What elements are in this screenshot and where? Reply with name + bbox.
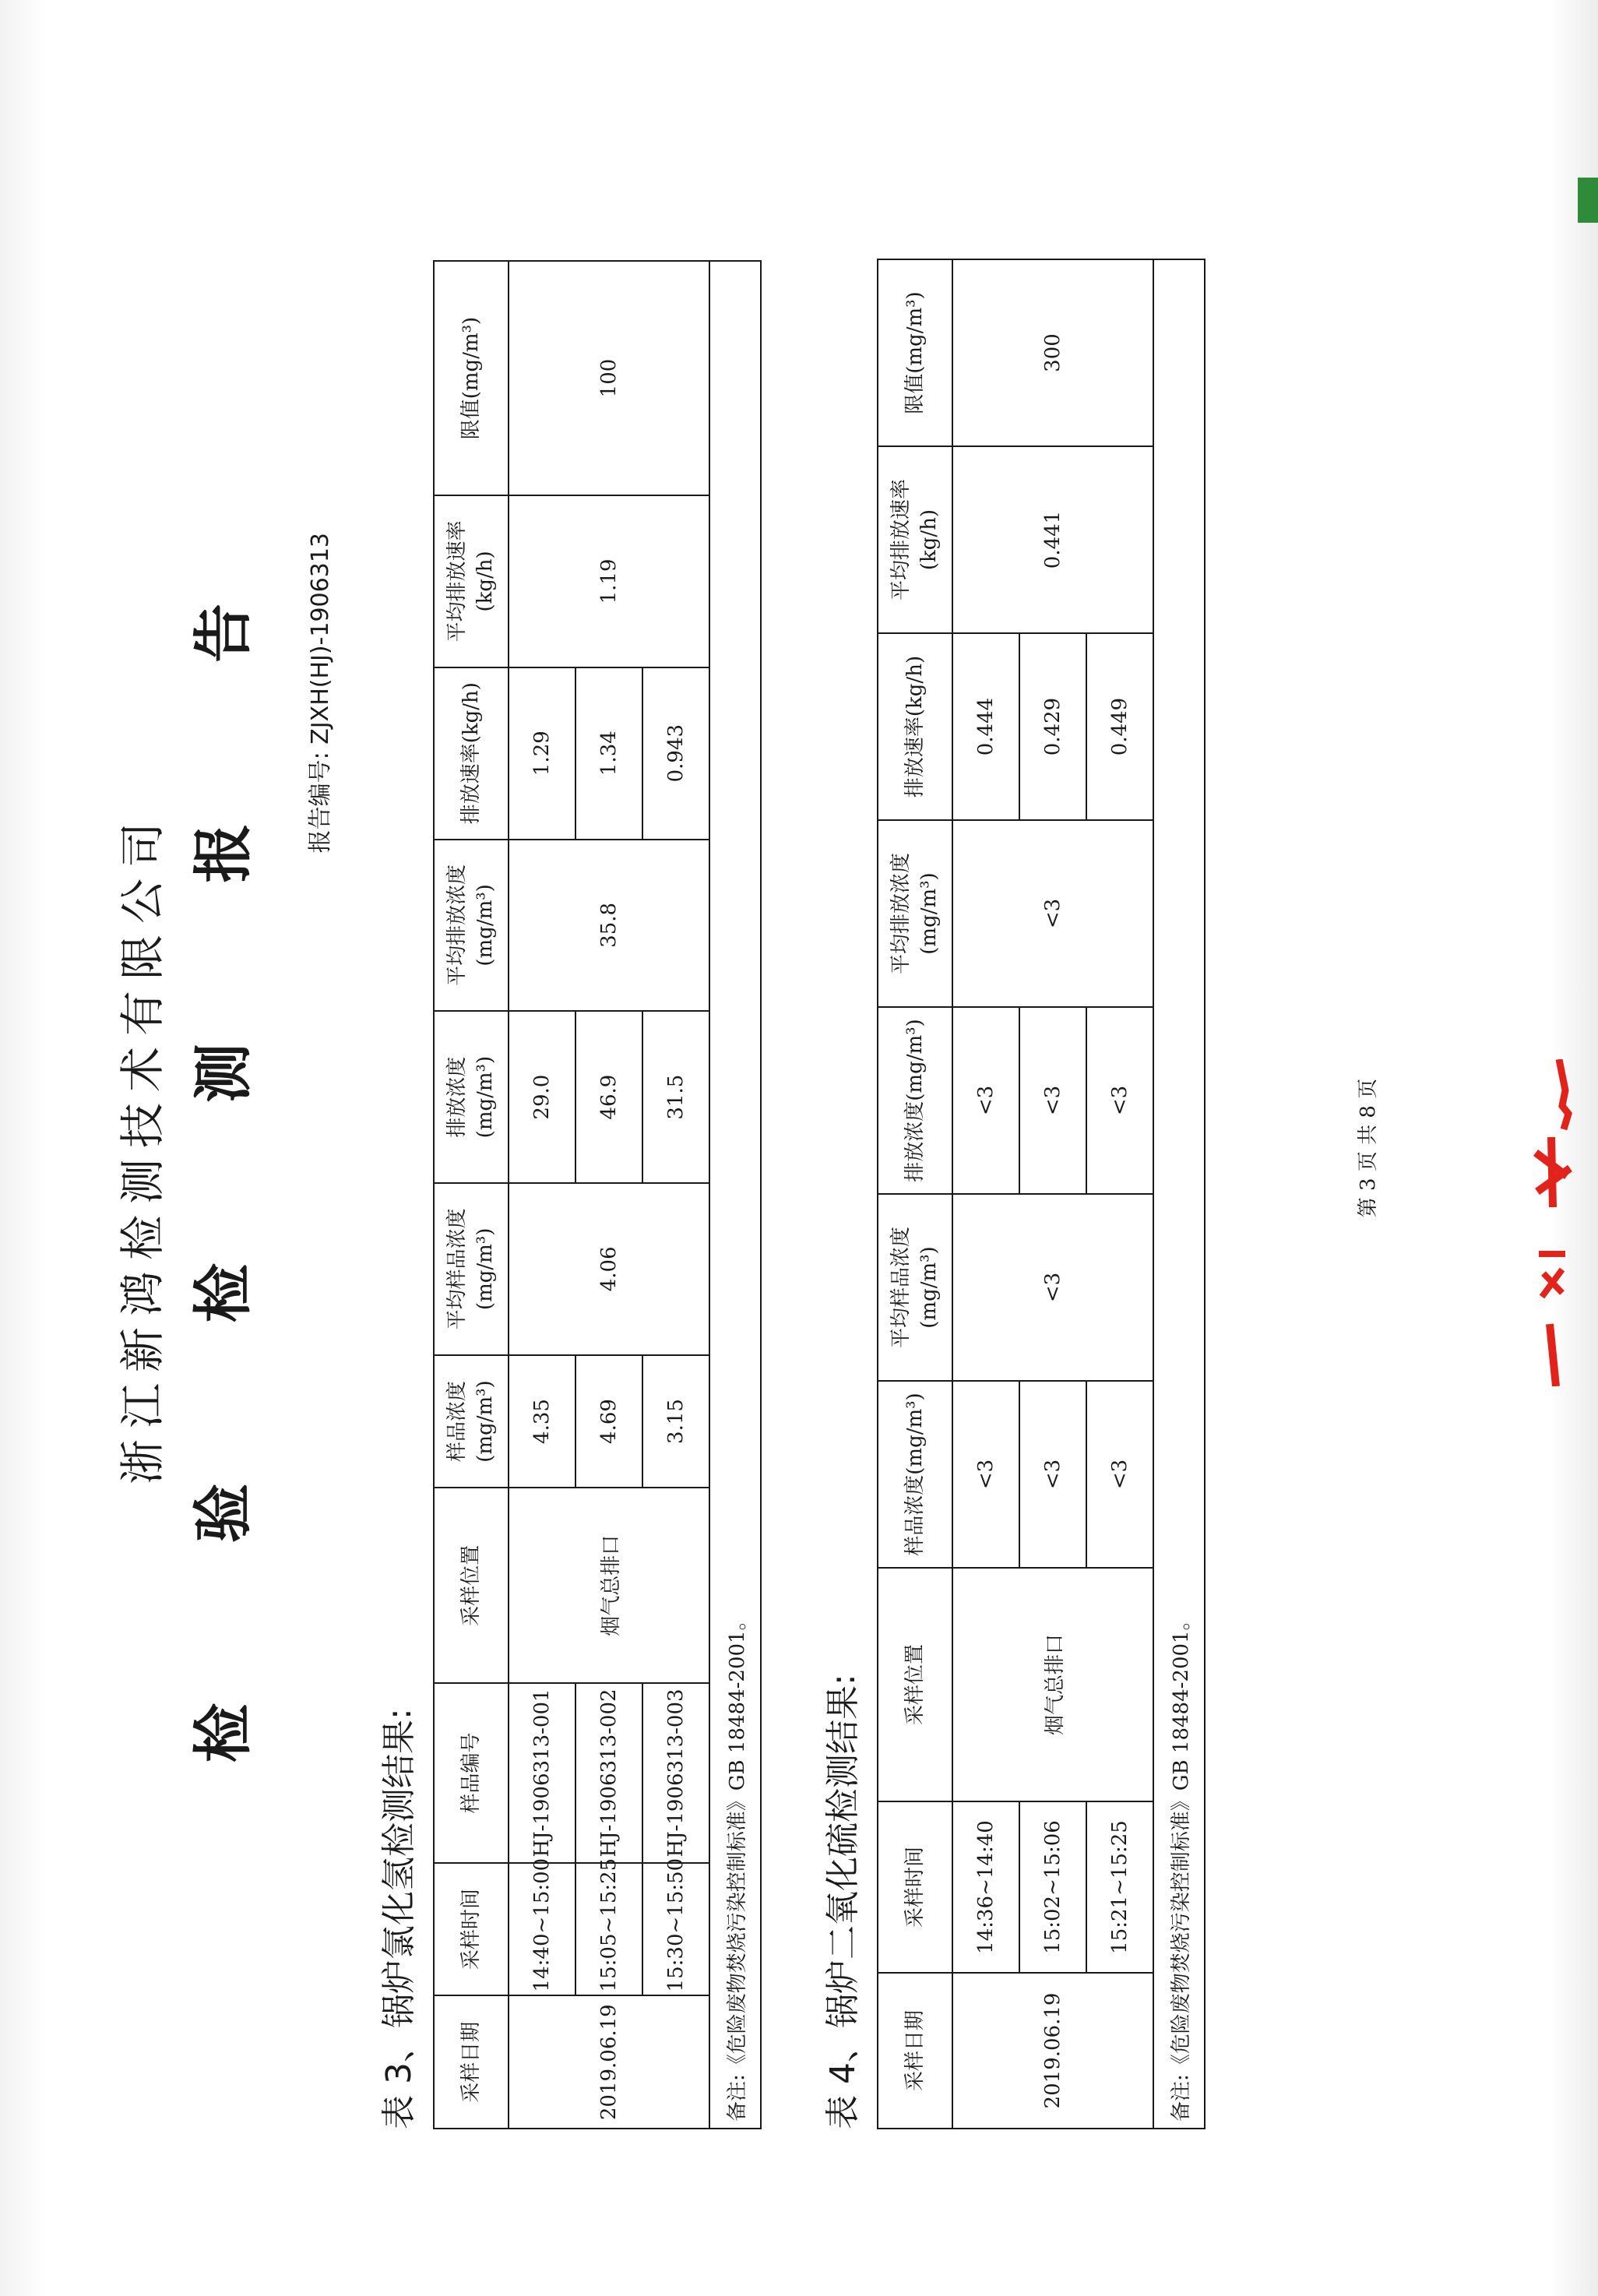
cell-time: 14:40~15:00: [509, 1863, 575, 1996]
cell-limit: 100: [509, 261, 709, 495]
header-unit: (mg/m³): [473, 1380, 497, 1463]
cell-sample-no: HJ-1906313-003: [642, 1683, 709, 1863]
col-header-emission-rate: 排放速率(kg/h): [434, 667, 509, 840]
col-header-time: 采样时间: [878, 1801, 952, 1973]
cell-emission-rate: 0.444: [952, 633, 1019, 820]
cell-time: 15:02~15:06: [1019, 1801, 1086, 1973]
page-number: 第 3 页 共 8 页: [1357, 1078, 1380, 1218]
header-unit: (mg/m³): [473, 1227, 497, 1311]
report-number: 报告编号: ZJXH(HJ)-1906313: [307, 533, 334, 854]
so2-results-table: [877, 259, 1206, 2129]
cell-sample-no: HJ-1906313-002: [575, 1683, 642, 1863]
red-seal-stamp: [1528, 1059, 1575, 1386]
rotated-report-sheet: [106, 97, 1492, 2199]
cell-emission-conc: <3: [952, 1007, 1019, 1194]
cell-avg-sample-conc: 4.06: [509, 1183, 709, 1355]
cell-avg-emission-conc: 35.8: [509, 840, 709, 1012]
col-header-emission-rate: 排放速率(kg/h): [878, 633, 952, 820]
header-unit: (mg/m³): [473, 884, 497, 967]
cell-sample-conc: 4.69: [575, 1355, 642, 1488]
col-header-avg-emission-rate: [434, 495, 509, 667]
page-edge-tab: [1578, 178, 1598, 223]
header-unit: (mg/m³): [917, 1246, 941, 1329]
header-unit: (mg/m³): [473, 1055, 497, 1139]
header-unit: (kg/h): [473, 551, 497, 612]
col-header-emission-conc: 排放浓度(mg/m³): [878, 1007, 952, 1194]
header-text: 排放浓度: [445, 1056, 469, 1138]
table-row: [952, 259, 1019, 2129]
header-text: 平均样品浓度: [445, 1208, 469, 1330]
col-header-sample-conc: [434, 1355, 509, 1488]
cell-time: 15:30~15:50: [642, 1863, 709, 1996]
col-header-time: 采样时间: [434, 1863, 509, 1996]
col-header-avg-emission-conc: [878, 820, 952, 1007]
table4-note: 备注:《危险废物焚烧污染控制标准》GB 18484-2001。: [1153, 259, 1205, 2129]
col-header-limit: 限值(mg/m³): [434, 261, 509, 495]
cell-avg-emission-rate: 1.19: [509, 495, 709, 667]
col-header-avg-sample-conc: [434, 1183, 509, 1355]
cell-limit: 300: [952, 259, 1153, 446]
cell-sample-no: HJ-1906313-001: [509, 1683, 575, 1863]
col-header-avg-emission-rate: [878, 446, 952, 633]
table3-caption: 表 3、锅炉氯化氢检测结果:: [379, 1708, 419, 2129]
company-name: 浙江新鸿检测技术有限公司: [116, 812, 169, 1485]
cell-avg-sample-conc: <3: [952, 1194, 1153, 1381]
header-text: 平均排放浓度: [445, 864, 469, 986]
table-header-row: [878, 259, 952, 2129]
cell-location: 烟气总排口: [952, 1568, 1153, 1801]
cell-location: 烟气总排口: [509, 1488, 709, 1683]
table-note-row: [1153, 259, 1205, 2129]
cell-sample-conc: <3: [952, 1381, 1019, 1568]
cell-emission-conc: 29.0: [509, 1011, 575, 1183]
header-text: 平均排放浓度: [889, 853, 913, 975]
cell-emission-conc: <3: [1086, 1007, 1153, 1194]
header-text: 平均排放速率: [889, 479, 913, 601]
header-unit: (kg/h): [917, 509, 941, 571]
cell-date: 2019.06.19: [509, 1995, 709, 2129]
col-header-location: 采样位置: [878, 1568, 952, 1801]
col-header-date: 采样日期: [434, 1995, 509, 2129]
cell-emission-rate: 1.29: [509, 667, 575, 840]
cell-sample-conc: <3: [1086, 1381, 1153, 1568]
col-header-sample-no: 样品编号: [434, 1683, 509, 1863]
table-row: [509, 261, 575, 2129]
col-header-date: 采样日期: [878, 1973, 952, 2129]
table4-caption: 表 4、锅炉二氧化硫检测结果:: [823, 1674, 863, 2129]
cell-emission-conc: 46.9: [575, 1011, 642, 1183]
cell-emission-rate: 0.449: [1086, 633, 1153, 820]
col-header-avg-emission-conc: [434, 840, 509, 1012]
hcl-results-table: [433, 260, 762, 2129]
cell-emission-rate: 1.34: [575, 667, 642, 840]
table3-note: 备注:《危险废物焚烧污染控制标准》GB 18484-2001。: [709, 261, 761, 2129]
table-header-row: [434, 261, 509, 2129]
cell-emission-rate: 0.429: [1019, 633, 1086, 820]
cell-emission-conc: 31.5: [642, 1011, 709, 1183]
cell-date: 2019.06.19: [952, 1973, 1153, 2129]
col-header-emission-conc: [434, 1011, 509, 1183]
report-title: 检 验 检 测 报 告: [188, 533, 258, 1763]
cell-sample-conc: <3: [1019, 1381, 1086, 1568]
cell-time: 15:21~15:25: [1086, 1801, 1153, 1973]
cell-sample-conc: 3.15: [642, 1355, 709, 1488]
cell-avg-emission-rate: 0.441: [952, 446, 1153, 633]
table-note-row: [709, 261, 761, 2129]
cell-emission-rate: 0.943: [642, 667, 709, 840]
header-text: 平均排放速率: [445, 520, 469, 643]
col-header-location: 采样位置: [434, 1488, 509, 1683]
col-header-limit: 限值(mg/m³): [878, 259, 952, 446]
cell-avg-emission-conc: <3: [952, 820, 1153, 1007]
cell-emission-conc: <3: [1019, 1007, 1086, 1194]
cell-time: 15:05~15:25: [575, 1863, 642, 1996]
col-header-sample-conc: 样品浓度(mg/m³): [878, 1381, 952, 1568]
header-text: 样品浓度: [445, 1381, 469, 1463]
col-header-avg-sample-conc: [878, 1194, 952, 1381]
cell-sample-conc: 4.35: [509, 1355, 575, 1488]
cell-time: 14:36~14:40: [952, 1801, 1019, 1973]
header-text: 平均样品浓度: [889, 1227, 913, 1349]
header-unit: (mg/m³): [917, 872, 941, 955]
